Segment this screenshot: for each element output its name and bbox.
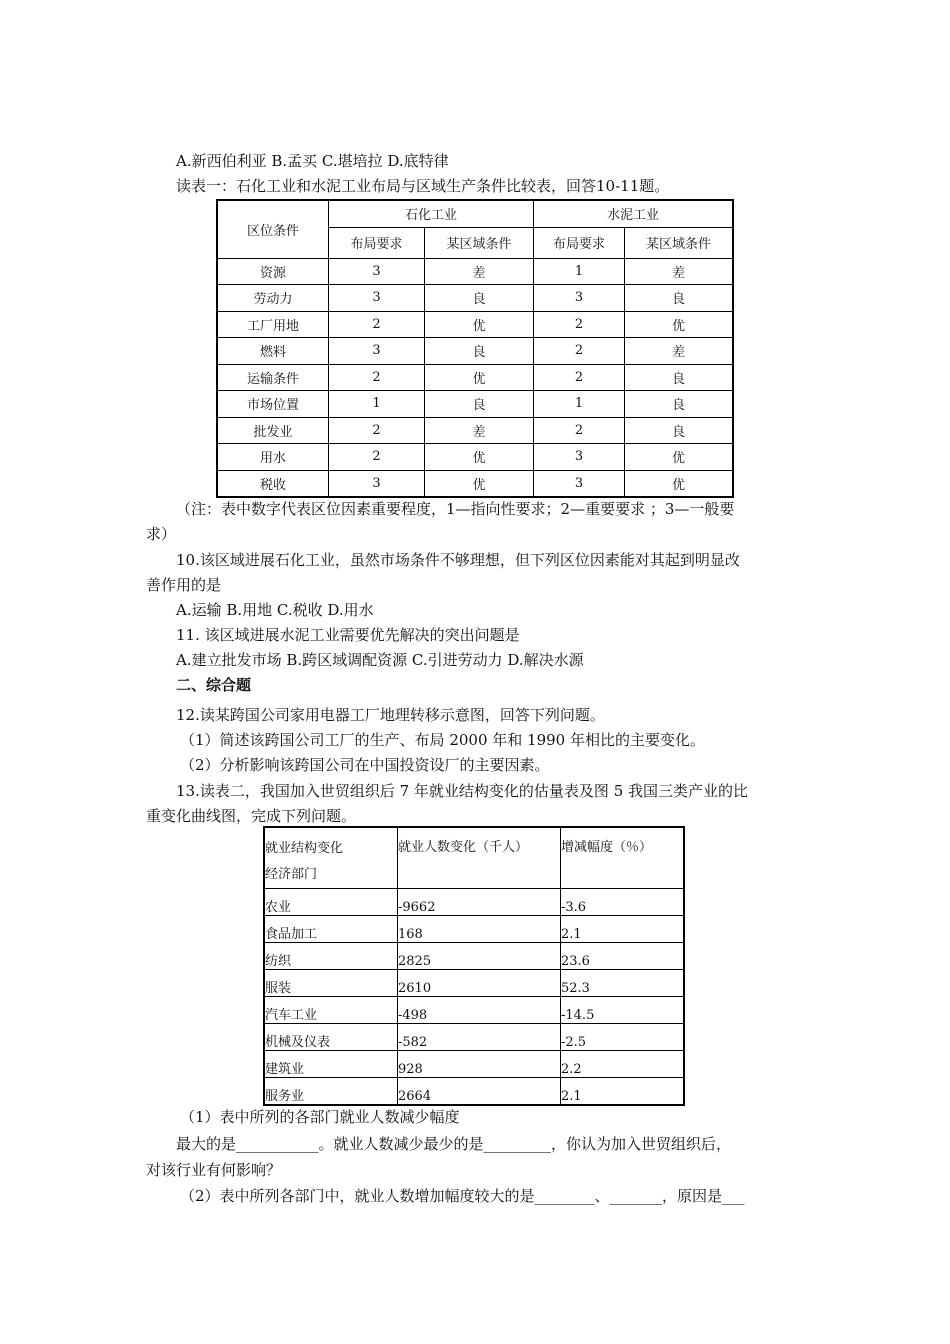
cell: 差	[425, 258, 534, 285]
q9-options: A.新西伯利亚 B.孟买 C.堪培拉 D.底特律	[176, 152, 449, 170]
table1	[216, 199, 734, 498]
cell: 差	[625, 338, 734, 365]
cell: 工厂用地	[217, 311, 329, 338]
cell: 优	[425, 311, 534, 338]
q13-part1: （1）表中所列的各部门就业人数减少幅度	[180, 1108, 460, 1126]
cell: -2.5	[561, 1024, 685, 1051]
q13-part2: （2）表中所列各部门中，就业人数增加幅度较大的是________、_______，原因是___	[180, 1187, 745, 1205]
cell: 良	[425, 338, 534, 365]
cell: 168	[398, 916, 561, 943]
q10-options: A.运输 B.用地 C.税收 D.用水	[176, 601, 374, 619]
q11-options: A.建立批发市场 B.跨区域调配资源 C.引进劳动力 D.解决水源	[176, 651, 584, 669]
table-row	[264, 1024, 684, 1051]
q12-part2: （2）分析影响该跨国公司在中国投资设厂的主要因素。	[180, 756, 550, 774]
cell: 良	[625, 364, 734, 391]
t2-header-sector	[264, 827, 398, 889]
cell: 优	[425, 470, 534, 497]
table1-intro: 读表一：石化工业和水泥工业布局与区域生产条件比较表，回答10-11题。	[176, 177, 670, 195]
t1-header-cement: 水泥工业	[534, 200, 734, 227]
t2-header-pct: 增减幅度（％）	[561, 827, 685, 889]
section-title: 二、综合题	[176, 676, 252, 694]
table-row	[264, 889, 684, 916]
cell: 用水	[217, 444, 329, 471]
cell: 差	[625, 258, 734, 285]
t1-header-cond: 某区域条件	[625, 227, 734, 258]
cell: 优	[625, 311, 734, 338]
table-row	[217, 311, 733, 338]
cell: 2825	[398, 943, 561, 970]
cell: 良	[625, 417, 734, 444]
cell: 良	[425, 391, 534, 418]
cell: 建筑业	[264, 1051, 398, 1078]
table-row	[217, 417, 733, 444]
cell: 3	[534, 285, 625, 312]
cell: 燃料	[217, 338, 329, 365]
cell: 3	[329, 338, 425, 365]
t2-header-line1: 就业结构变化	[265, 841, 344, 856]
cell: 纺织	[264, 943, 398, 970]
cell: 2664	[398, 1078, 561, 1105]
q10-stem-cont: 善作用的是	[146, 576, 222, 594]
cell: 928	[398, 1051, 561, 1078]
q11-stem: 11. 该区域进展水泥工业需要优先解决的突出问题是	[176, 626, 520, 644]
cell: 3	[534, 444, 625, 471]
table-row	[264, 1051, 684, 1078]
cell: 服装	[264, 970, 398, 997]
cell: 农业	[264, 889, 398, 916]
cell: 优	[625, 470, 734, 497]
q12-stem: 12.读某跨国公司家用电器工厂地理转移示意图，回答下列问题。	[176, 706, 605, 724]
cell: 2	[329, 364, 425, 391]
t1-header-req: 布局要求	[329, 227, 425, 258]
cell: 良	[625, 285, 734, 312]
cell: 2.2	[561, 1051, 685, 1078]
cell: -9662	[398, 889, 561, 916]
t2-header-change: 就业人数变化（千人）	[398, 827, 561, 889]
table2	[263, 826, 685, 1106]
table-row	[264, 943, 684, 970]
table-row	[217, 391, 733, 418]
cell: -3.6	[561, 889, 685, 916]
cell: 2.1	[561, 1078, 685, 1105]
q13-part1-cont: 最大的是___________。就业人数减少最少的是_________，你认为加入世贸组织后，	[176, 1135, 732, 1153]
q13-stem: 13.读表二，我国加入世贸组织后 7 年就业结构变化的估量表及图 5 我国三类产业的比	[176, 782, 749, 800]
cell: 2	[534, 364, 625, 391]
table-row	[264, 916, 684, 943]
t1-header-location: 区位条件	[217, 200, 329, 258]
cell: 运输条件	[217, 364, 329, 391]
cell: 2610	[398, 970, 561, 997]
q13-stem-cont: 重变化曲线图，完成下列问题。	[146, 807, 357, 825]
cell: 1	[534, 391, 625, 418]
table1-note: （注：表中数字代表区位因素重要程度，1—指向性要求；2—重要要求 ；3—一般要	[176, 500, 735, 518]
cell: 3	[329, 285, 425, 312]
cell: 2.1	[561, 916, 685, 943]
cell: 服务业	[264, 1078, 398, 1105]
q10-stem: 10.该区域进展石化工业，虽然市场条件不够理想，但下列区位因素能对其起到明显改	[176, 551, 740, 569]
cell: 批发业	[217, 417, 329, 444]
cell: 市场位置	[217, 391, 329, 418]
cell: 2	[329, 311, 425, 338]
table-row	[217, 285, 733, 312]
cell: 良	[625, 391, 734, 418]
cell: 2	[534, 338, 625, 365]
cell: 资源	[217, 258, 329, 285]
cell: 优	[425, 444, 534, 471]
table-row	[264, 997, 684, 1024]
table-row	[217, 444, 733, 471]
table-row	[217, 258, 733, 285]
table-row	[264, 970, 684, 997]
table-row	[217, 364, 733, 391]
table-row	[217, 470, 733, 497]
cell: 1	[534, 258, 625, 285]
t1-header-petro: 石化工业	[329, 200, 534, 227]
cell: 差	[425, 417, 534, 444]
cell: 优	[425, 364, 534, 391]
cell: -498	[398, 997, 561, 1024]
cell: 2	[534, 417, 625, 444]
cell: -582	[398, 1024, 561, 1051]
cell: 汽车工业	[264, 997, 398, 1024]
t1-header-req: 布局要求	[534, 227, 625, 258]
cell: 3	[534, 470, 625, 497]
t1-header-cond: 某区域条件	[425, 227, 534, 258]
table-row	[217, 338, 733, 365]
cell: 食品加工	[264, 916, 398, 943]
q12-part1: （1）简述该跨国公司工厂的生产、布局 2000 年和 1990 年相比的主要变化。	[180, 731, 705, 749]
t2-header-line2: 经济部门	[265, 867, 318, 882]
table-row	[264, 1078, 684, 1105]
q13-part1-cont2: 对该行业有何影响？	[146, 1161, 282, 1179]
cell: 3	[329, 258, 425, 285]
cell: 23.6	[561, 943, 685, 970]
cell: 税收	[217, 470, 329, 497]
cell: 劳动力	[217, 285, 329, 312]
cell: 2	[329, 444, 425, 471]
table1-note-cont: 求）	[146, 525, 177, 543]
cell: 机械及仪表	[264, 1024, 398, 1051]
cell: 3	[329, 470, 425, 497]
cell: 1	[329, 391, 425, 418]
cell: -14.5	[561, 997, 685, 1024]
cell: 52.3	[561, 970, 685, 997]
cell: 2	[329, 417, 425, 444]
cell: 优	[625, 444, 734, 471]
cell: 良	[425, 285, 534, 312]
cell: 2	[534, 311, 625, 338]
